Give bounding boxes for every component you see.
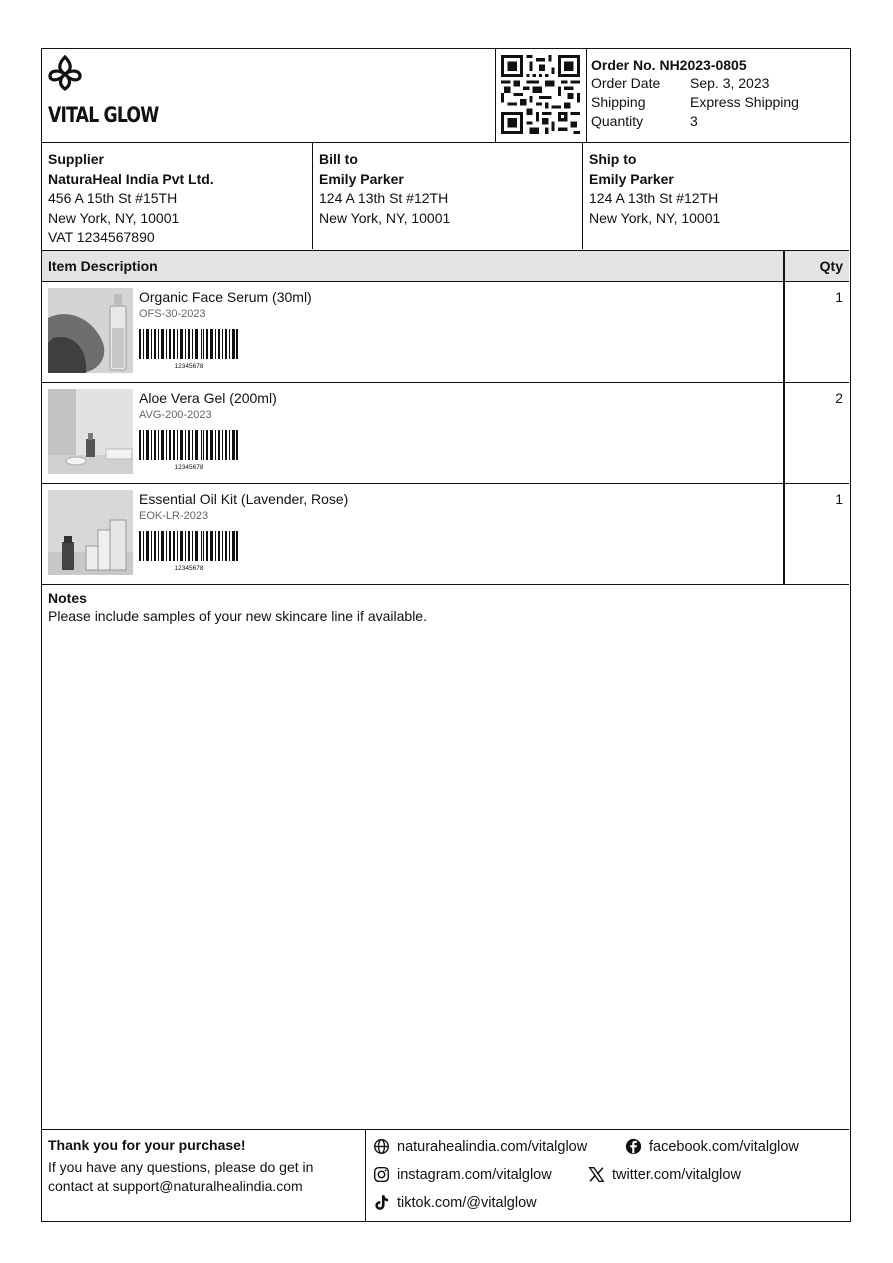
shipping-label: Shipping: [591, 94, 646, 110]
address-section: [42, 143, 849, 251]
tiktok-text: tiktok.com/@vitalglow: [397, 1194, 537, 1211]
qr-cell: [495, 49, 587, 142]
website-link[interactable]: [373, 1138, 587, 1155]
quantity-label: Quantity: [591, 113, 644, 129]
facebook-icon: [625, 1138, 642, 1155]
footer: [42, 1129, 849, 1220]
supplier-line2: New York, NY, 10001: [48, 209, 180, 226]
barcode-number: 12345678: [174, 464, 204, 471]
contact-message: If you have any questions, please do get in contact at support@naturalhealindia.com: [48, 1159, 314, 1194]
header: [42, 49, 849, 143]
quantity-row: [591, 112, 849, 131]
item-sku: EOK-LR-2023: [139, 510, 209, 522]
facebook-text: facebook.com/vitalglow: [649, 1138, 799, 1155]
ship-to-block: [582, 143, 849, 249]
bill-to-label: Bill to: [319, 151, 358, 167]
footer-contact: [42, 1130, 366, 1221]
twitter-link[interactable]: [588, 1166, 741, 1183]
bill-to-block: [312, 143, 582, 249]
column-divider: [783, 251, 785, 281]
order-date-label: Order Date: [591, 75, 661, 91]
bill-to-line2: New York, NY, 10001: [319, 209, 451, 226]
brand-name: VITAL GLOW: [48, 103, 159, 127]
barcode-number: 12345678: [174, 363, 204, 370]
barcode: [139, 430, 239, 472]
supplier-line1: 456 A 15th St #15TH: [48, 190, 178, 206]
order-number: Order No. NH2023-0805: [591, 57, 747, 73]
twitter-text: twitter.com/vitalglow: [612, 1166, 741, 1183]
item-name: Organic Face Serum (30ml): [139, 289, 312, 305]
bill-to-name: Emily Parker: [319, 170, 404, 187]
notes-section: [48, 589, 427, 625]
shipping-value: Express Shipping: [690, 94, 799, 110]
item-name: Aloe Vera Gel (200ml): [139, 390, 277, 406]
quantity-value: 3: [690, 113, 698, 129]
ship-to-label: Ship to: [589, 151, 637, 167]
shipping-row: [591, 93, 849, 112]
item-qty: 2: [835, 390, 843, 406]
order-date-value: Sep. 3, 2023: [690, 75, 770, 91]
website-text: naturahealindia.com/vitalglow: [397, 1138, 588, 1155]
item-sku: OFS-30-2023: [139, 308, 206, 320]
ship-to-name: Emily Parker: [589, 170, 674, 187]
column-header-description: Item Description: [48, 258, 158, 274]
items-table-header: [42, 251, 849, 282]
tiktok-link[interactable]: [373, 1194, 537, 1211]
order-date-row: [591, 74, 849, 93]
column-divider: [783, 484, 785, 584]
supplier-vat: VAT 1234567890: [48, 229, 155, 245]
product-image: [48, 288, 133, 373]
order-sheet: [41, 48, 851, 1222]
supplier-block: [42, 143, 312, 249]
column-header-qty: Qty: [819, 258, 843, 274]
item-qty: 1: [835, 491, 843, 507]
facebook-link[interactable]: [625, 1138, 799, 1155]
ship-to-line1: 124 A 13th St #12TH: [589, 190, 719, 206]
x-twitter-icon: [588, 1166, 605, 1183]
leaf-flower-icon: [48, 55, 82, 93]
logo-cell: [42, 49, 495, 142]
bill-to-line1: 124 A 13th St #12TH: [319, 190, 449, 206]
notes-label: Notes: [48, 590, 87, 606]
item-name: Essential Oil Kit (Lavender, Rose): [139, 491, 349, 507]
product-image: [48, 389, 133, 474]
globe-icon: [373, 1138, 390, 1155]
table-row: [42, 484, 849, 585]
barcode: [139, 329, 239, 371]
item-sku: AVG-200-2023: [139, 409, 212, 421]
notes-text: Please include samples of your new skincare line if available.: [48, 608, 427, 624]
ship-to-line2: New York, NY, 10001: [589, 209, 721, 226]
qr-code: [501, 55, 580, 134]
barcode-number: 12345678: [174, 565, 204, 572]
thank-you-text: Thank you for your purchase!: [48, 1137, 246, 1153]
column-divider: [783, 282, 785, 382]
supplier-name: NaturaHeal India Pvt Ltd.: [48, 170, 214, 187]
instagram-text: instagram.com/vitalglow: [397, 1166, 552, 1183]
product-image: [48, 490, 133, 575]
order-info: [587, 49, 849, 142]
instagram-link[interactable]: [373, 1166, 552, 1183]
supplier-label: Supplier: [48, 151, 105, 167]
barcode: [139, 531, 239, 573]
table-row: [42, 383, 849, 484]
table-row: [42, 282, 849, 383]
item-qty: 1: [835, 289, 843, 305]
tiktok-icon: [373, 1194, 390, 1211]
column-divider: [783, 383, 785, 483]
instagram-icon: [373, 1166, 390, 1183]
